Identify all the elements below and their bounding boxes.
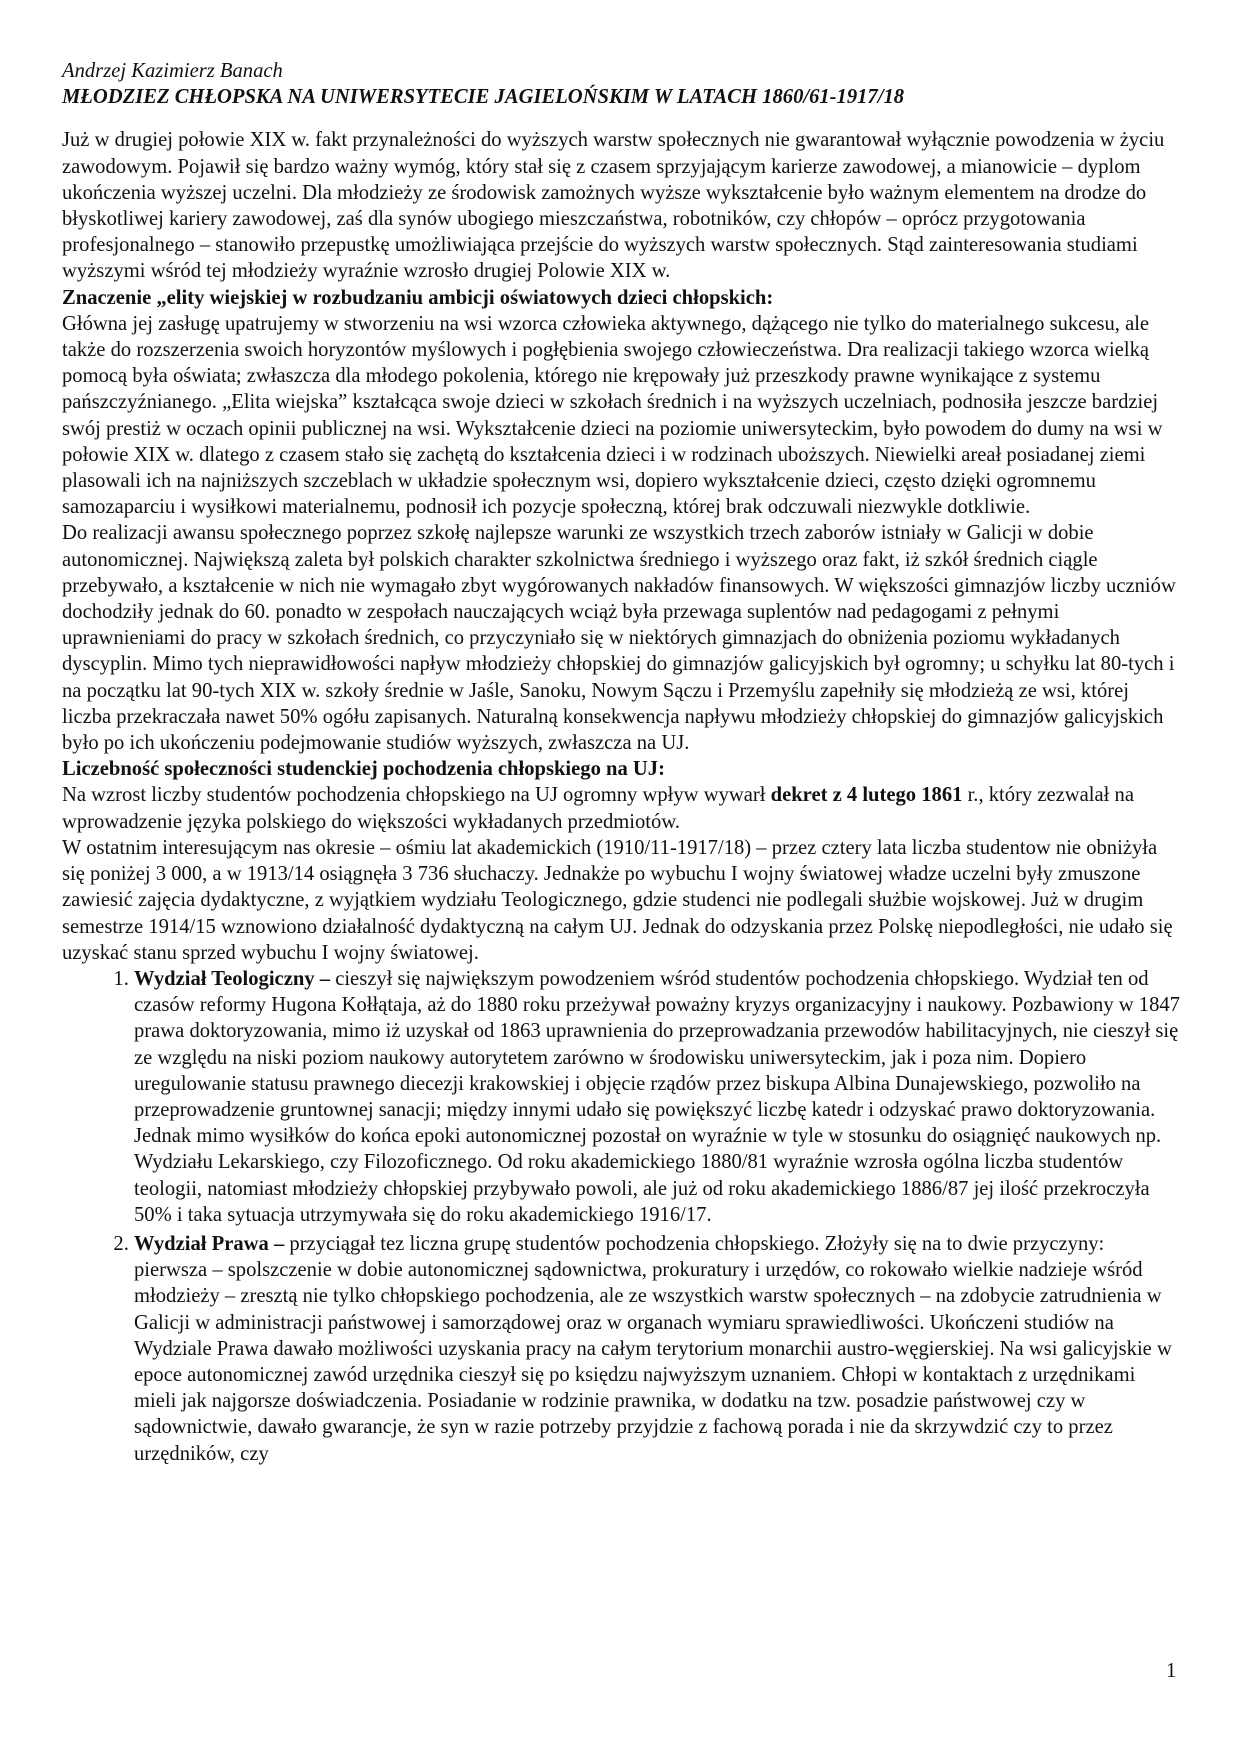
list-item-title: Wydział Teologiczny –: [134, 967, 331, 990]
decree-bold: dekret z 4 lutego 1861: [770, 784, 963, 807]
document-body: [62, 58, 1182, 1467]
intro-paragraph: Już w drugiej połowie XIX w. fakt przynależności do wyższych warstw społecznych nie gwarantował wyłącznie powodzenia w życiu zawodowym. Pojawił się bardzo ważny wymóg, który stał się z czasem sprzyjającym karierze zawodowej, a mianowicie – dyplom ukończenia wyższej uczelni. Dla młodzieży ze środowisk zamożnych wyższe wykształcenie było ważnym elementem na drodze do błyskotliwej kariery zawodowej, zaś dla synów ubogiego mieszczaństwa, robotników, czy chłopów – oprócz przygotowania profesjonalnego – stanowiło przepustkę umożliwiająca przejście do wyższych warstw społecznych. Stąd zainteresowania studiami wyższymi wśród tej młodzieży wyraźnie wzrosło drugiej Polowie XIX w.: [62, 129, 1165, 283]
list-item-text: przyciągał tez liczna grupę studentów pochodzenia chłopskiego. Złożyły się na to dwie przyczyny: pierwsza – spolszczenie w dobie autonomicznej sądownictwa, prokuratury i urzędów, co rokowało wielkie nadzieje wśród młodzieży – zresztą nie tylko chłopskiego pochodzenia, ale ze wszystkich warstw społecznych – na zdobycie zatrudnienia w Galicji w administracji państwowej i samorządowej oraz w organach wymiaru sprawiedliwości. Ukończeni studiów na Wydziale Prawa dawało możliwości uzyskania pracy na całym terytorium monarchii austro-węgierskiej. Na wsi galicyjskie w epoce autonomicznej zawód urzędnika cieszył się po księdzu najwyższym uznaniem. Chłopi w kontaktach z urzędnikami mieli jak najgorsze doświadczenia. Posiadanie w rodzinie prawnika, w dodatku na tzw. posadzie państwowej czy w sądownictwie, dawało gwarancje, że syn w razie potrzeby przyjdzie z fachową porada i nie da skrzywdzić czy to przez urzędników, czy: [134, 1232, 1172, 1465]
list-item-title: Wydział Prawa –: [134, 1232, 285, 1255]
paragraph-decree: [62, 782, 1182, 834]
paragraph-student-numbers: W ostatnim interesującym nas okresie – ośmiu lat akademickich (1910/11-1917/18) – przez cztery lata liczba studentow nie obniżyła się poniżej 3 000, a w 1913/14 osiągnęła 3 736 słuchaczy. Jednakże po wybuchu I wojny światowej władze uczelni były zmuszone zawiesić zajęcia dydaktyczne, z wyjątkiem wydziału Teologicznego, gdzie studenci nie podlegali służbie wojskowej. Już w drugim semestrze 1914/15 wznowiono działalność dydaktyczną na całym UJ. Jednak do odzyskania przez Polskę niepodległości, nie udało się uzyskać stanu sprzed wybuchu I wojny światowej.: [62, 836, 1173, 964]
paragraph-elite-1: Główna jej zasługę upatrujemy w stworzeniu na wsi wzorca człowieka aktywnego, dążącego nie tylko do materialnego sukcesu, ale także do rozszerzenia swoich horyzontów myślowych i pogłębienia swojego człowieczeństwa. Dra realizacji takiego wzorca wielką pomocą była oświata; zwłaszcza dla młodego pokolenia, którego nie krępowały już przeszkody prawne wynikające z systemu pańszczyźnianego. „Elita wiejska” kształcąca swoje dzieci w szkołach średnich i na wyższych uczelniach, podnosiła jeszcze bardziej swój prestiż w oczach opinii publicznej na wsi. Wykształcenie dzieci na poziomie uniwersyteckim, było powodem do dumy na wsi w połowie XIX w. dlatego z czasem stało się zachętą do kształcenia dzieci i w rodzinach uboższych. Niewielki areał posiadanej ziemi plasowali ich na najniższych szczeblach w układzie społecznym wsi, dopiero wykształcenie dzieci, często dzięki ogromnemu samozaparciu i wysiłkowi materialnemu, podnosił ich pozycje społeczną, której brak odczuwali niezwykle dotkliwie.: [62, 312, 1163, 519]
section-heading-elite: Znaczenie „elity wiejskiej w rozbudzaniu ambicji oświatowych dzieci chłopskich:: [62, 286, 774, 309]
faculty-list: [62, 966, 1182, 1467]
decree-text-before: Na wzrost liczby studentów pochodzenia chłopskiego na UJ ogromny wpływ wywarł: [62, 784, 771, 807]
paragraph-elite-2: Do realizacji awansu społecznego poprzez szkołę najlepsze warunki ze wszystkich trzech zaborów istniały w Galicji w dobie autonomicznej. Największą zaleta był polskich charakter szkolnictwa średniego i wyższego oraz fakt, iż szkół średnich ciągle przebywało, a kształcenie w nich nie wymagało zbyt wygórowanych nakładów finansowych. W większości gimnazjów liczby uczniów dochodziły jednak do 60. ponadto w zespołach nauczających wciąż była przewaga suplentów nad pedagogami z pełnymi uprawnieniami do pracy w szkołach średnich, co przyczyniało się w niektórych gimnazjach do obniżenia poziomu wykładanych dyscyplin. Mimo tych nieprawidłowości napływ młodzieży chłopskiej do gimnazjów galicyjskich był ogromny; u schyłku lat 80-tych i na początku lat 90-tych XIX w. szkoły średnie w Jaśle, Sanoku, Nowym Sączu i Przemyślu zapełniły się młodzieżą ze wsi, której liczba przekraczała nawet 50% ogółu zapisanych. Naturalną konsekwencja napływu młodzieży chłopskiej do gimnazjów galicyjskich było po ich ukończeniu podejmowanie studiów wyższych, zwłaszcza na UJ.: [62, 522, 1176, 755]
list-item: [134, 966, 1182, 1228]
section-heading-students: Liczebność społeczności studenckiej pochodzenia chłopskiego na UJ:: [62, 758, 665, 781]
author-name: Andrzej Kazimierz Banach: [62, 60, 283, 82]
document-title: MŁODZIEZ CHŁOPSKA NA UNIWERSYTECIE JAGIELOŃSKIM W LATACH 1860/61-1917/18: [62, 86, 905, 109]
page-number: 1: [1166, 1660, 1177, 1682]
list-item-text: cieszył się największym powodzeniem wśród studentów pochodzenia chłopskiego. Wydział ten od czasów reformy Hugona Kołłątaja, aż do 1880 roku przeżywał poważny kryzys organizacyjny i naukowy. Pozbawiony w 1847 prawa doktoryzowania, mimo iż uzyskał od 1863 uprawnienia do przeprowadzania przewodów habilitacyjnych, nie cieszył się ze względu na niski poziom naukowy autorytetem zarówno w środowisku uniwersyteckim, jak i poza nim. Dopiero uregulowanie statusu prawnego diecezji krakowskiej i objęcie rządów przez biskupa Albina Dunajewskiego, pozwoliło na przeprowadzenie gruntownej sanacji; między innymi udało się powiększyć liczbę katedr i odzyskać prawo doktoryzowania. Jednak mimo wysiłków do końca epoki autonomicznej pozostał on wyraźnie w tyle w stosunku do osiągnięć naukowych np. Wydziału Lekarskiego, czy Filozoficznego. Od roku akademickiego 1880/81 wyraźnie wzrosła ogólna liczba studentów teologii, natomiast młodzieży chłopskiej przybywało powoli, ale już od roku akademickiego 1886/87 jej ilość przekroczyła 50% i taka sytuacja utrzymywała się do roku akademickiego 1916/17.: [134, 967, 1180, 1226]
decree-text-after: r., który zezwalał na wprowadzenie języka polskiego do większości wykładanych przedmiotów.: [62, 784, 1134, 833]
list-item: [134, 1231, 1182, 1467]
